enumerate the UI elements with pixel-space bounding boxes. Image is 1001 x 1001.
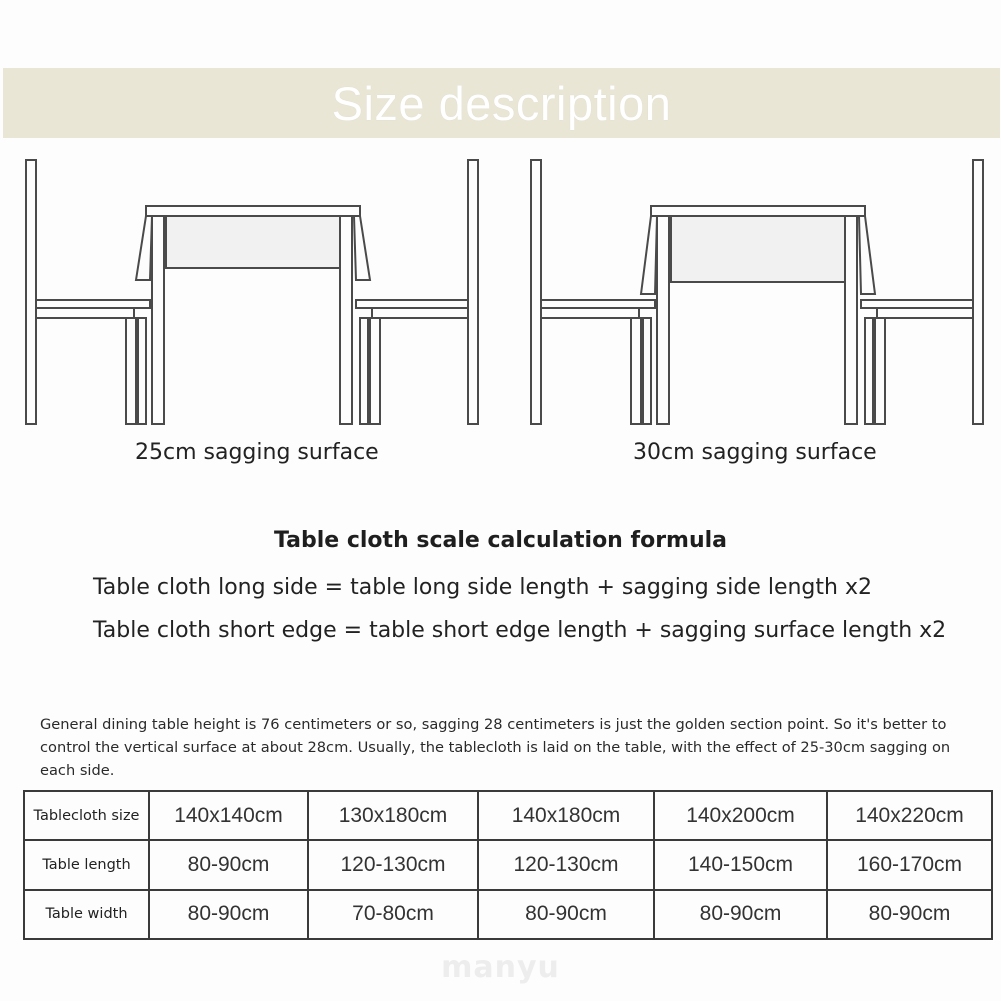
size-table	[23, 790, 993, 940]
formula-short-edge: Table cloth short edge = table short edge length + sagging surface length x2	[93, 618, 947, 643]
table-cell: 80-90cm	[149, 840, 308, 889]
left-chair-back	[531, 160, 541, 424]
row-header-table-width: Table width	[24, 890, 149, 939]
table-row	[24, 890, 992, 939]
table-cell: 70-80cm	[308, 890, 478, 939]
table-cell: 140x180cm	[478, 791, 654, 840]
table-leg-right	[340, 216, 352, 424]
right-chair-seat	[356, 300, 468, 308]
right-chair-seat	[861, 300, 973, 308]
row-header-table-length: Table length	[24, 840, 149, 889]
table-row	[24, 840, 992, 889]
table-cell: 160-170cm	[827, 840, 992, 889]
caption-25cm: 25cm sagging surface	[135, 440, 379, 465]
right-chair-back	[468, 160, 478, 424]
table-leg-left	[152, 216, 164, 424]
tablecloth-drop	[166, 216, 340, 268]
row-header-tablecloth-size: Tablecloth size	[24, 791, 149, 840]
table-cell: 80-90cm	[827, 890, 992, 939]
left-chair-back	[26, 160, 36, 424]
table-cell: 140-150cm	[654, 840, 827, 889]
table-leg-left	[657, 216, 669, 424]
table-row	[24, 791, 992, 840]
table-cell: 80-90cm	[149, 890, 308, 939]
table-top	[146, 206, 360, 216]
left-chair-seat	[36, 300, 150, 308]
left-chair-seat	[541, 300, 655, 308]
table-illustration-30cm	[527, 150, 989, 430]
formula-title: Table cloth scale calculation formula	[273, 528, 728, 553]
title-banner	[3, 68, 1000, 138]
watermark: manyu	[441, 950, 560, 985]
table-illustration-25cm	[22, 150, 484, 430]
right-chair-back	[973, 160, 983, 424]
table-cell: 130x180cm	[308, 791, 478, 840]
table-cell: 120-130cm	[308, 840, 478, 889]
banner-title: Size description	[331, 76, 672, 130]
table-cell: 140x220cm	[827, 791, 992, 840]
table-leg-right	[845, 216, 857, 424]
table-chairs-drawing	[22, 150, 484, 430]
table-cell: 140x140cm	[149, 791, 308, 840]
caption-30cm: 30cm sagging surface	[633, 440, 877, 465]
table-top	[651, 206, 865, 216]
table-cell: 140x200cm	[654, 791, 827, 840]
formula-long-side: Table cloth long side = table long side length + sagging side length x2	[93, 575, 872, 600]
tablecloth-drop	[671, 216, 845, 282]
sagging-note: General dining table height is 76 centimeters or so, sagging 28 centimeters is just the golden section point. So it's better to control the vertical surface at about 28cm. Usually, the tablecloth is laid on the table, with the effect of 25-30cm sagging on each side.	[40, 716, 951, 779]
table-chairs-drawing	[527, 150, 989, 430]
table-cell: 80-90cm	[478, 890, 654, 939]
table-cell: 80-90cm	[654, 890, 827, 939]
table-cell: 120-130cm	[478, 840, 654, 889]
